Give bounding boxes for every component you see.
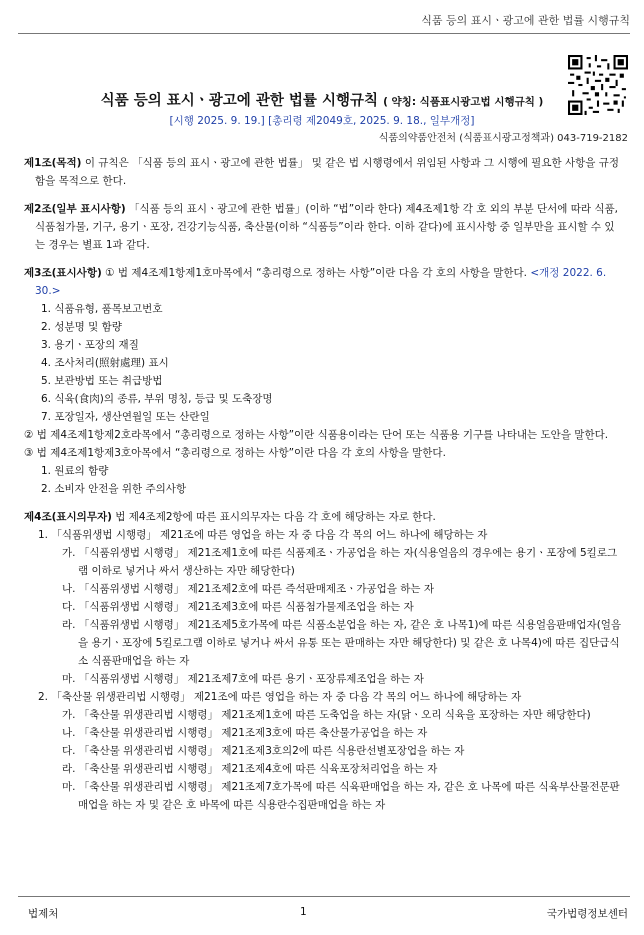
ministry-contact: 식품의약품안전처 (식품표시광고정책과) 043-719-2182 — [378, 133, 628, 144]
list-item: 2. 성분명 및 함량 — [41, 321, 122, 333]
list-item: 5. 보관방법 또는 취급방법 — [41, 375, 163, 387]
sub-item: 마. 「식품위생법 시행령」 제21조제7호에 따른 용기ㆍ포장류제조업을 하는 자 — [62, 673, 424, 685]
list-item: 1. 식품유형, 품목보고번호 — [41, 303, 163, 315]
article-4 — [24, 508, 624, 814]
list-item: 7. 포장일자, 생산연월일 또는 산란일 — [41, 411, 210, 423]
sub-item: 마. 「축산물 위생관리법 시행령」 제21조제7호가목에 따른 식육판매업을 하는 자, 같은 호 나목에 따른 식육부산물전문판매업을 하는 자 및 같은 호 바목에 따른 식용란수집판매업을 하는 자 — [62, 781, 620, 811]
footer-source: 법제처 — [28, 908, 59, 920]
sub-item: 나. 「축산물 위생관리법 시행령」 제21조제3호에 따른 축산물가공업을 하는 자 — [62, 727, 428, 739]
paragraph-3: ③ 법 제4조제1항제3호아목에서 “총리령으로 정하는 사항”이란 다음 각 호의 사항을 말한다. — [24, 447, 446, 459]
footer-divider — [18, 896, 630, 897]
article-3 — [24, 264, 624, 498]
enforcement-info[interactable]: [시행 2025. 9. 19.] [총리령 제2049호, 2025. 9. 18., 일부개정] — [169, 115, 475, 127]
article-text: 이 규칙은 「식품 등의 표시ㆍ광고에 관한 법률」 및 같은 법 시행령에서 위임된 사항과 그 시행에 필요한 사항을 규정함을 목적으로 한다. — [35, 157, 619, 187]
sub-item: 가. 「축산물 위생관리법 시행령」 제21조제1호에 따른 도축업을 하는 자(닭ㆍ오리 식육을 포장하는 자만 해당한다) — [62, 709, 591, 721]
sub-item: 나. 「식품위생법 시행령」 제21조제2호에 따른 즉석판매제조ㆍ가공업을 하는 자 — [62, 583, 435, 595]
sub-item: 라. 「축산물 위생관리법 시행령」 제21조제4호에 따른 식육포장처리업을 하는 자 — [62, 763, 438, 775]
article-heading: 제4조(표시의무자) — [24, 511, 112, 523]
article-heading: 제2조(일부 표시사항) — [24, 203, 126, 215]
list-item: 1. 원료의 함량 — [41, 465, 109, 477]
article-2 — [24, 200, 624, 254]
list-item: 2. 소비자 안전을 위한 주의사항 — [41, 483, 187, 495]
article-text: 「식품 등의 표시ㆍ광고에 관한 법률」(이하 “법”이라 한다) 제4조제1항 각 호 외의 부분 단서에 따라 식품, 식품첨가물, 기구, 용기ㆍ포장, 건강기능식품, 축산물(이하 “식품등”이라 한다. 이하 같다)에 표시사항 중 일부만을 표시할 수 있는 경우는 별표 1과 같다. — [35, 203, 618, 251]
page-header — [0, 0, 644, 40]
sub-item: 다. 「축산물 위생관리법 시행령」 제21조제3호의2에 따른 식용란선별포장업을 하는 자 — [62, 745, 465, 757]
header-divider — [18, 33, 630, 34]
document-body — [24, 154, 624, 824]
article-heading: 제3조(표시사항) — [24, 267, 102, 279]
article-1 — [24, 154, 624, 190]
page-number: 1 — [300, 906, 307, 918]
list-item: 4. 조사처리(照射處理) 표시 — [41, 357, 169, 369]
paragraph-1: ① 법 제4조제1항제1호마목에서 “총리령으로 정하는 사항”이란 다음 각 호의 사항을 말한다. — [101, 267, 531, 279]
sub-item: 가. 「식품위생법 시행령」 제21조제1호에 따른 식품제조ㆍ가공업을 하는 자(식용얼음의 경우에는 용기ㆍ포장에 5킬로그램 이하로 넣거나 싸서 생산하는 자만 해당한다) — [62, 547, 618, 577]
list-item: 6. 식육(食肉)의 종류, 부위 명칭, 등급 및 도축장명 — [41, 393, 273, 405]
article-heading: 제1조(목적) — [24, 157, 82, 169]
article-text: 법 제4조제2항에 따른 표시의무자는 다음 각 호에 해당하는 자로 한다. — [111, 511, 436, 523]
running-title: 식품 등의 표시ㆍ광고에 관한 법률 시행규칙 — [421, 14, 630, 27]
sub-item: 라. 「식품위생법 시행령」 제21조제5호가목에 따른 식품소분업을 하는 자, 같은 호 나목1)에 따른 식용얼음판매업자(얼음을 용기ㆍ포장에 5킬로그램 이하로 넣거나 싸서 유통 또는 판매하는 자만 해당한다) 및 같은 호 나목4)에 따른 집단급식소 식품판매업을 하는 자 — [62, 619, 622, 667]
footer-publisher: 국가법령정보센터 — [546, 908, 628, 920]
amendment-link[interactable]: <개정 2022. 6. 30.> — [35, 267, 607, 297]
list-item: 1. 「식품위생법 시행령」 제21조에 따른 영업을 하는 자 중 다음 각 목의 어느 하나에 해당하는 자 — [38, 529, 488, 541]
paragraph-2: ② 법 제4조제1항제2호라목에서 “총리령으로 정하는 사항”이란 식품용이라는 단어 또는 식품용 기구를 나타내는 도안을 말한다. — [24, 429, 609, 441]
sub-item: 다. 「식품위생법 시행령」 제21조제3호에 따른 식품첨가물제조업을 하는 자 — [62, 601, 414, 613]
document-title — [0, 89, 644, 110]
list-item: 2. 「축산물 위생관리법 시행령」 제21조에 따른 영업을 하는 자 중 다음 각 목의 어느 하나에 해당하는 자 — [38, 691, 522, 703]
short-title: ( 약칭: 식품표시광고법 시행규칙 ) — [383, 96, 544, 108]
list-item: 3. 용기ㆍ포장의 재질 — [41, 339, 139, 351]
law-title: 식품 등의 표시ㆍ광고에 관한 법률 시행규칙 — [100, 93, 379, 109]
